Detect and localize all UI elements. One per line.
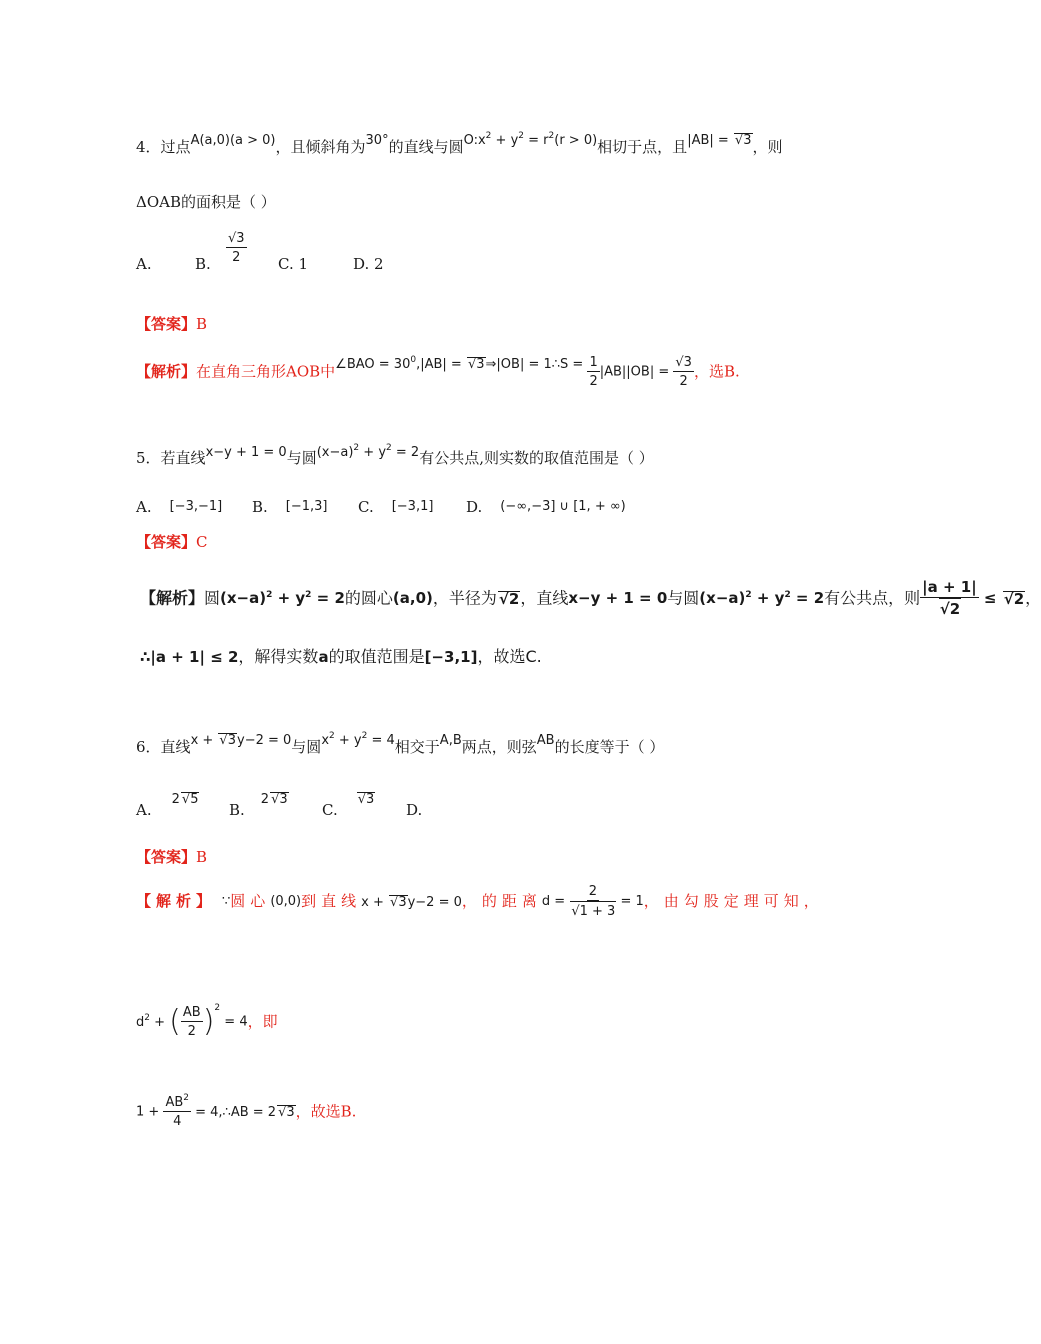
q4-number: 4． — [136, 138, 161, 156]
q4-stem-line2: ΔOAB的面积是（ ） — [136, 193, 276, 211]
q6-number: 6． — [136, 738, 161, 756]
q5-option-c: C. [−3,1] — [358, 498, 434, 516]
q6-analysis-line2: $d^2$ + ( $\frac{AB}{2}$ )$^2$ = 4，即 — [136, 1002, 278, 1039]
q4-option-c: C. 1 — [278, 255, 309, 273]
q6-option-d: D. — [406, 801, 423, 819]
q5-analysis-line2: ∴|a + 1| ≤ 2，解得实数a的取值范围是[−3,1]，故选C. — [140, 647, 542, 666]
q4-option-b-fraction: $\frac{√3}{2}$ — [228, 231, 245, 265]
q6-analysis-line1: 【解析】 ∵圆心(0,0)到直线x + √ 3y−2 = 0，的距离d = 2 √ 1 + 3 = 1，由勾股定理可知， — [136, 885, 824, 918]
q6-option-a: A.2√ 5 — [136, 803, 199, 818]
q5-answer: 【答案】C — [136, 533, 208, 551]
q6-stem: 6．直线x + √ 3y−2 = 0与圆$x^2 + y^2 = 4$相交于A,B两点，则弦AB的长度等于（ ） — [136, 740, 664, 755]
q5-stem: 5．若直线x−y + 1 = 0与圆$(x-a)^2 + y^2 = 2$有公共点,则实数的取值范围是（ ） — [136, 443, 654, 467]
q5-number: 5． — [136, 449, 161, 467]
q4-analysis: 【解析】在直角三角形AOB中∠BAO = $30^0,|AB|$ = √ 3⇒|OB| = 1∴S = $\frac{1}{2}$ |AB||OB| = $\frac{√3}{2}$ ，选B. — [136, 356, 740, 388]
q4-stem-line1: 4．过点A(a,0)(a > 0)，且倾斜角为30°的直线与圆$O:x^2 + y^2 = r^2(r > 0)$相切于点，且|AB| = √ 3，则 — [136, 140, 783, 155]
q6-option-b: B.2√ 3 — [229, 803, 289, 818]
q5-analysis-line1: 【解析】圆$(x-a)^2 + y^2 = 2$的圆心(a,0)，半径为√ 2，直线x−y + 1 = 0与圆$(x-a)^2 + y^2 = 2$有公共点，则 |a + 1| √ 2 ≤ √ 2， — [140, 580, 1041, 617]
q4-option-d: D. 2 — [353, 255, 384, 273]
q4-answer: 【答案】B — [136, 315, 208, 333]
q4-option-b: B. — [195, 255, 211, 273]
q6-option-c: C.√ 3 — [322, 803, 375, 818]
q4-option-a: A. — [136, 255, 152, 273]
q5-option-a: A. [−3,−1] — [136, 498, 223, 516]
q5-option-b: B. [−1,3] — [252, 498, 328, 516]
q6-analysis-line3: 1 + $\frac{AB^2}{4}$ = 4,∴AB = 2√ 3，故选B. — [136, 1096, 356, 1128]
q5-option-d: D. (−∞,−3] ∪ [1, + ∞) — [466, 498, 626, 516]
q6-answer: 【答案】B — [136, 848, 208, 866]
